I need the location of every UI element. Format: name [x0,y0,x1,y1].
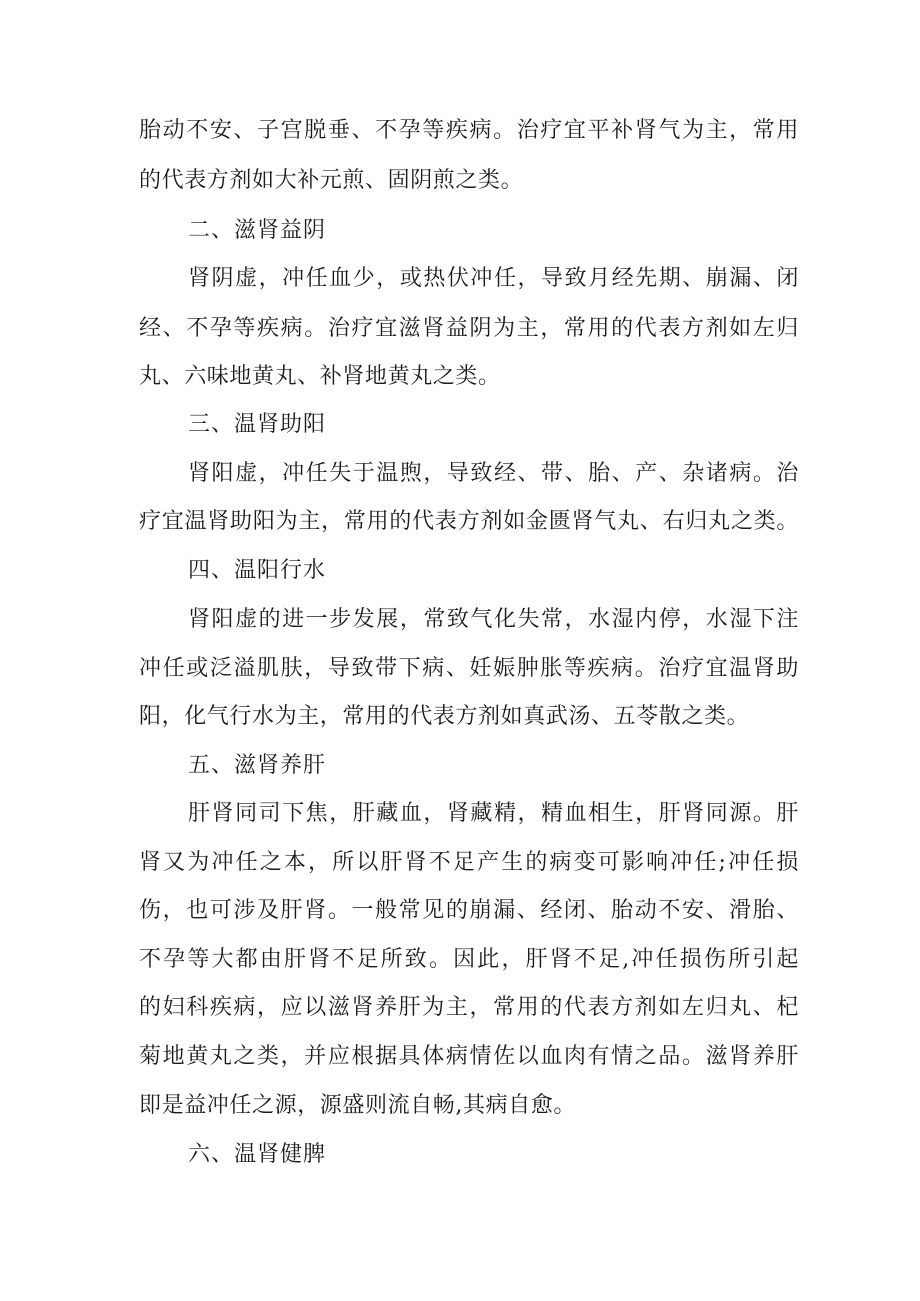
body-text-line: 肾阳虚的进一步发展，常致气化失常，水湿内停，水湿下注 [188,607,799,632]
body-text-line: 阳，化气行水为主，常用的代表方剂如真武汤、五苓散之类。 [139,704,750,729]
body-text-line: 冲任或泛溢肌肤，导致带下病、妊娠肿胀等疾病。治疗宜温肾助 [139,656,799,681]
section-heading-5: 五、滋肾养肝 [188,753,327,778]
body-text-line: 的代表方剂如大补元煎、固阴煎之类。 [139,168,524,193]
body-text-line: 不孕等大都由肝肾不足所致。因此，肝肾不足,冲任损伤所引起 [139,947,799,972]
body-text-line: 丸、六味地黄丸、补肾地黄丸之类。 [139,364,501,389]
body-text-line: 菊地黄丸之类，并应根据具体病情佐以血肉有情之品。滋肾养肝 [139,1044,799,1069]
body-text-line: 胎动不安、子宫脱垂、不孕等疾病。治疗宜平补肾气为主，常用 [139,118,799,143]
body-text-line: 肾又为冲任之本，所以肝肾不足产生的病变可影响冲任;冲任损 [139,850,799,875]
section-heading-3: 三、温肾助阳 [188,412,327,437]
body-text-line: 肾阴虚，冲任血少，或热伏冲任，导致月经先期、崩漏、闭 [188,266,799,291]
body-text-line: 疗宜温肾助阳为主，常用的代表方剂如金匮肾气丸、右归丸之类。 [139,509,799,534]
body-text-line: 即是益冲任之源，源盛则流自畅,其病自愈。 [139,1093,576,1118]
section-heading-2: 二、滋肾益阴 [188,218,327,243]
body-text-line: 的妇科疾病，应以滋肾养肝为主，常用的代表方剂如左归丸、杞 [139,995,799,1020]
body-text-line: 伤，也可涉及肝肾。一般常见的崩漏、经闭、胎动不安、滑胎、 [139,898,799,923]
body-text-line: 肾阳虚，冲任失于温煦，导致经、带、胎、产、杂诸病。治 [188,461,799,486]
section-heading-4: 四、温阳行水 [188,558,327,583]
section-heading-6: 六、温肾健脾 [188,1142,327,1167]
body-text-line: 经、不孕等疾病。治疗宜滋肾益阴为主，常用的代表方剂如左归 [139,316,799,341]
body-text-line: 肝肾同司下焦，肝藏血，肾藏精，精血相生，肝肾同源。肝 [188,801,799,826]
